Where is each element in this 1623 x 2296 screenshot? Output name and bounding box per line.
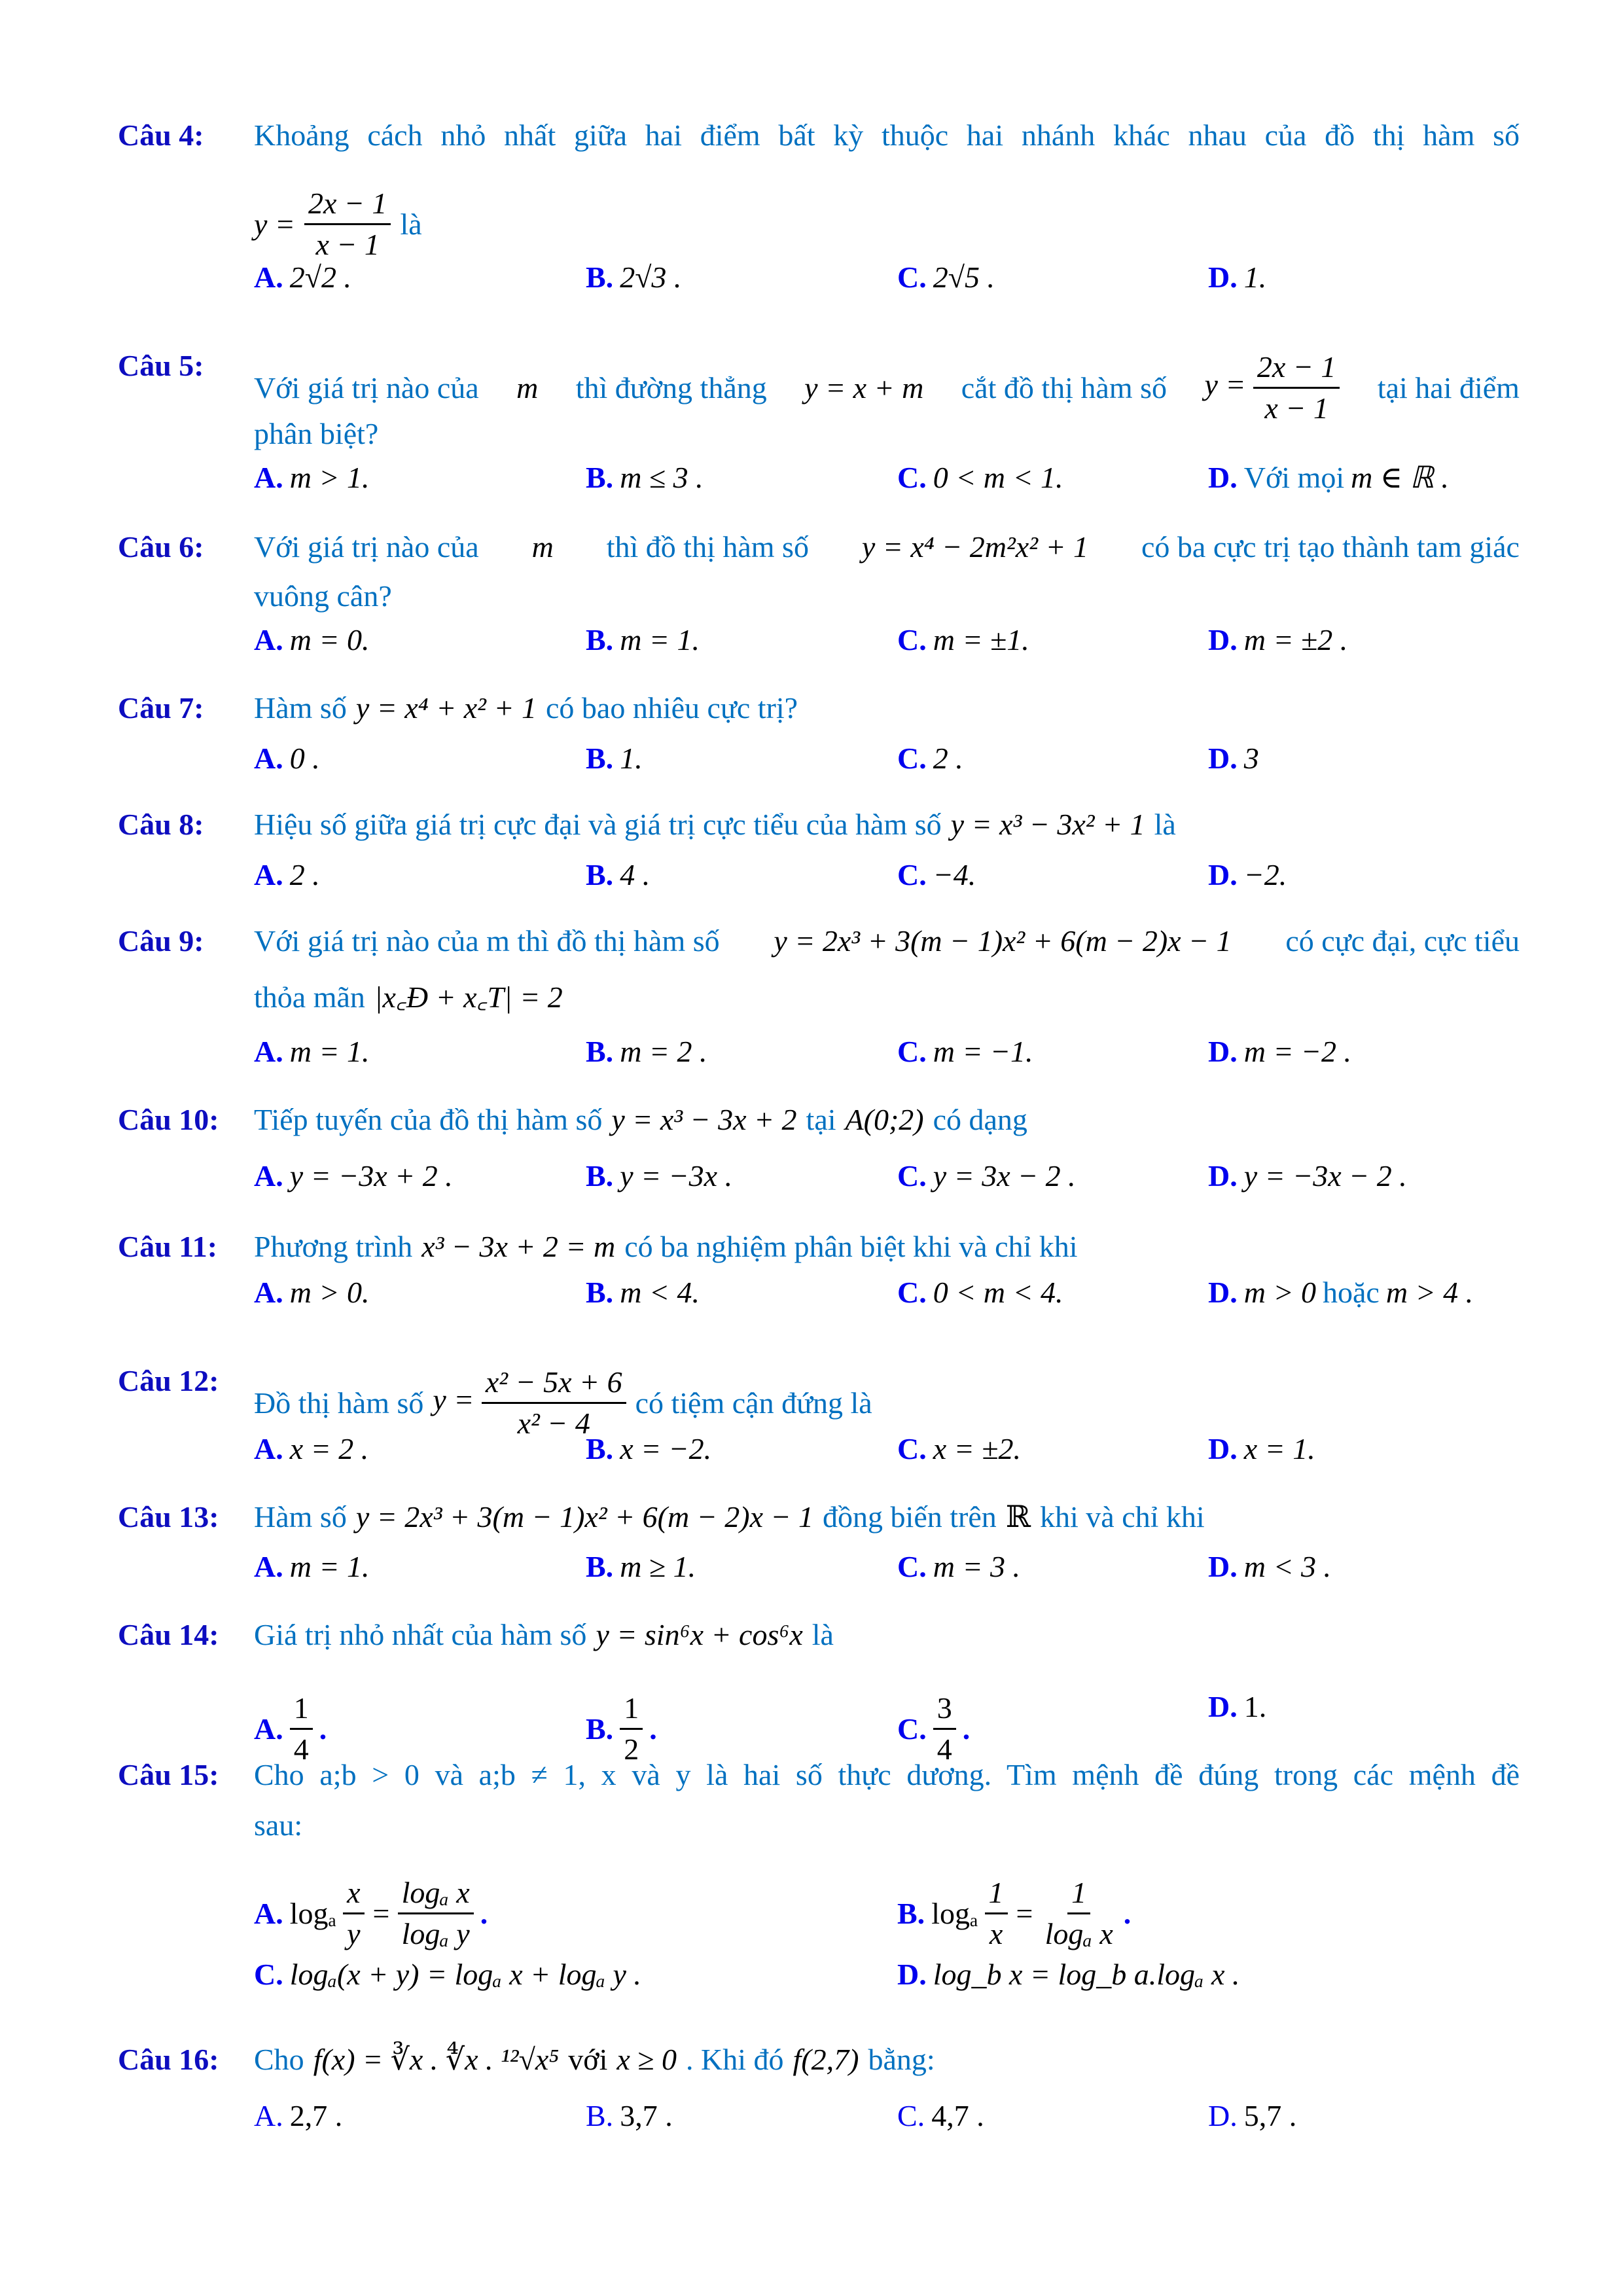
option-d[interactable] bbox=[1208, 259, 1266, 296]
text: y bbox=[347, 1917, 361, 1950]
question-text: Cho a;b > 0 và a;b ≠ 1, x và y là hai số thực dương. Tìm mệnh đề đúng trong các mệnh đề bbox=[254, 1758, 1520, 1791]
option-a[interactable] bbox=[254, 1274, 370, 1311]
option-a[interactable] bbox=[254, 740, 320, 777]
text: B. bbox=[586, 1035, 614, 1068]
text: D. bbox=[1208, 1690, 1238, 1723]
question-label: Câu 14: bbox=[118, 1618, 219, 1651]
text: là bbox=[812, 1618, 834, 1651]
text: A. bbox=[254, 1432, 283, 1465]
text: 0 < m < 4. bbox=[933, 1276, 1063, 1309]
question-label: Câu 10: bbox=[118, 1103, 219, 1136]
text: D. bbox=[1208, 260, 1238, 294]
text: Hiệu số giữa giá trị cực đại và giá trị cực tiểu của hàm số bbox=[254, 808, 942, 841]
text: B. bbox=[586, 1159, 614, 1193]
text: C. bbox=[897, 742, 927, 775]
option-a[interactable] bbox=[254, 857, 320, 893]
question-label: Câu 9: bbox=[118, 924, 204, 958]
text: C. bbox=[897, 623, 927, 656]
text: m ≥ 1. bbox=[620, 1550, 696, 1583]
option-c[interactable] bbox=[897, 1549, 1020, 1585]
question-label: Câu 7: bbox=[118, 691, 204, 725]
text: C. bbox=[897, 1432, 927, 1465]
text: y = x + m bbox=[804, 370, 924, 404]
text: A(0;2) bbox=[845, 1103, 924, 1136]
text: Hàm số bbox=[254, 1500, 347, 1534]
q12-row bbox=[0, 1363, 1623, 1440]
question-text: phân biệt? bbox=[254, 417, 379, 450]
text: A. bbox=[254, 1712, 283, 1746]
question-text bbox=[254, 1229, 1520, 1265]
option-c[interactable] bbox=[897, 1033, 1033, 1070]
text: y = bbox=[1204, 368, 1246, 402]
text: m > 1. bbox=[289, 461, 370, 494]
text: B. bbox=[586, 623, 614, 656]
text: 1. bbox=[620, 742, 643, 775]
q6-row bbox=[0, 529, 1623, 565]
text: C. bbox=[254, 1958, 283, 1991]
text: y = x³ − 3x + 2 bbox=[611, 1103, 797, 1136]
text: đồng biến trên bbox=[823, 1500, 997, 1534]
text: logₐ(x + y) = logₐ x + logₐ y . bbox=[289, 1958, 641, 1991]
text: B. bbox=[586, 2099, 614, 2132]
question-text bbox=[254, 2041, 1520, 2078]
question-label: Câu 6: bbox=[118, 530, 204, 564]
text: m < 4. bbox=[620, 1276, 700, 1309]
text: C. bbox=[897, 1550, 927, 1583]
text: 0 < m < 1. bbox=[933, 461, 1063, 494]
text: D. bbox=[1208, 461, 1238, 494]
question-text bbox=[254, 1102, 1520, 1138]
text: y = sin⁶x + cos⁶x bbox=[596, 1618, 803, 1651]
q4-options bbox=[0, 259, 1623, 296]
text: A. bbox=[254, 1035, 283, 1068]
option-d[interactable] bbox=[1208, 1431, 1315, 1467]
text: C. bbox=[897, 1276, 927, 1309]
q5-options bbox=[0, 459, 1623, 496]
text: f(x) = ∛x . ∜x . ¹²√x⁵ bbox=[313, 2043, 560, 2076]
text: D. bbox=[1208, 1432, 1238, 1465]
q4-formula-row bbox=[0, 184, 1623, 261]
q6-options bbox=[0, 622, 1623, 658]
text: x − 1 bbox=[1264, 391, 1329, 425]
text: logₐ y bbox=[401, 1917, 470, 1950]
text: m = 3 . bbox=[933, 1550, 1020, 1583]
question-text bbox=[254, 806, 1520, 843]
text: bằng: bbox=[868, 2043, 935, 2076]
text: khi và chỉ khi bbox=[1040, 1500, 1205, 1534]
option-c[interactable] bbox=[897, 2098, 984, 2134]
text: A. bbox=[254, 623, 283, 656]
q16-row bbox=[0, 2041, 1623, 2078]
question-text bbox=[254, 529, 1520, 565]
text: Giá trị nhỏ nhất của hàm số bbox=[254, 1618, 587, 1651]
option-b[interactable] bbox=[586, 1033, 707, 1070]
text: x² − 5x + 6 bbox=[482, 1363, 626, 1404]
text: D. bbox=[1208, 858, 1238, 891]
text: Đồ thị hàm số bbox=[254, 1386, 424, 1420]
text: m > 0. bbox=[289, 1276, 370, 1309]
text: x bbox=[989, 1917, 1003, 1950]
question-label: Câu 8: bbox=[118, 808, 204, 841]
text: C. bbox=[897, 858, 927, 891]
text: y = x³ − 3x² + 1 bbox=[950, 808, 1145, 841]
text: log_b x = log_b a.logₐ x . bbox=[933, 1958, 1240, 1991]
text: với bbox=[568, 2043, 608, 2076]
q14-row bbox=[0, 1617, 1623, 1653]
question-label: Câu 15: bbox=[118, 1758, 219, 1791]
text: C. bbox=[897, 1712, 927, 1746]
question-label: Câu 12: bbox=[118, 1364, 219, 1397]
text: m = −2 . bbox=[1243, 1035, 1352, 1068]
option-b[interactable] bbox=[586, 1431, 711, 1467]
text: m = 0. bbox=[289, 623, 370, 656]
text: y = 3x − 2 . bbox=[933, 1159, 1076, 1193]
option-b[interactable]: B. logₐ $\frac{1}{x}$ = $\frac{1}{\text{logₐ x}}$ . bbox=[897, 1873, 1131, 1954]
option-b[interactable] bbox=[586, 2098, 673, 2134]
text: D. bbox=[897, 1958, 927, 1991]
option-b[interactable] bbox=[586, 857, 650, 893]
option-a[interactable] bbox=[254, 1431, 368, 1467]
text: m = 1. bbox=[289, 1035, 370, 1068]
text: B. bbox=[586, 742, 614, 775]
option-c[interactable] bbox=[897, 857, 976, 893]
option-b[interactable] bbox=[586, 740, 643, 777]
q10-options bbox=[0, 1158, 1623, 1194]
text: có cực đại, cực tiểu bbox=[1285, 924, 1520, 958]
text: D. bbox=[1208, 1550, 1238, 1583]
q16-options bbox=[0, 2098, 1623, 2134]
text: x² − 4 bbox=[517, 1407, 590, 1440]
text: Cho bbox=[254, 2043, 304, 2076]
text: 3 bbox=[933, 1689, 956, 1730]
text: m > 0 bbox=[1243, 1276, 1316, 1309]
text: có tiệm cận đứng là bbox=[635, 1386, 872, 1420]
q12-options bbox=[0, 1431, 1623, 1467]
text: D. bbox=[1208, 1276, 1238, 1309]
text: B. bbox=[586, 1276, 614, 1309]
text: m ∈ ℝ . bbox=[1351, 461, 1449, 494]
text: là bbox=[1154, 808, 1176, 841]
text: 1 bbox=[985, 1873, 1008, 1914]
option-a[interactable] bbox=[254, 622, 370, 658]
text: m ≤ 3 . bbox=[620, 461, 704, 494]
text: m bbox=[531, 530, 554, 564]
text: x³ − 3x + 2 = m bbox=[421, 1230, 616, 1263]
text: x ≥ 0 bbox=[616, 2043, 677, 2076]
question-text: vuông cân? bbox=[254, 579, 392, 613]
text: D. bbox=[1208, 2099, 1238, 2132]
text: B. bbox=[586, 1712, 614, 1746]
text: C. bbox=[897, 1159, 927, 1193]
text: y = −3x − 2 . bbox=[1243, 1159, 1407, 1193]
text: 2√5 . bbox=[933, 260, 995, 294]
option-d[interactable] bbox=[1208, 1033, 1351, 1070]
text: m > 4 . bbox=[1385, 1276, 1474, 1309]
question-label: Câu 16: bbox=[118, 2043, 219, 2076]
text: 2x − 1 bbox=[304, 184, 391, 225]
text: y = 2x³ + 3(m − 1)x² + 6(m − 2)x − 1 bbox=[355, 1500, 814, 1534]
text: hoặc bbox=[1323, 1276, 1380, 1309]
q10-row bbox=[0, 1102, 1623, 1138]
q11-row bbox=[0, 1229, 1623, 1265]
text: B. bbox=[586, 1550, 614, 1583]
text: cắt đồ thị hàm số bbox=[961, 370, 1168, 404]
text: y = x⁴ + x² + 1 bbox=[355, 691, 537, 725]
text: thỏa mãn bbox=[254, 980, 365, 1014]
text: 5,7 . bbox=[1243, 2099, 1297, 2132]
text: A. bbox=[254, 742, 283, 775]
text: 1 bbox=[290, 1689, 313, 1730]
option-d[interactable] bbox=[1208, 1689, 1266, 1725]
text: x − 1 bbox=[315, 228, 380, 261]
text: Hàm số bbox=[254, 691, 347, 725]
text: x = −2. bbox=[620, 1432, 712, 1465]
text: A. bbox=[254, 858, 283, 891]
q15-options-cd bbox=[0, 1956, 1623, 1993]
text: logₐ x bbox=[1044, 1917, 1113, 1950]
q9-row bbox=[0, 923, 1623, 960]
text: A. bbox=[254, 461, 283, 494]
text: |x꜀Đ + x꜀T| = 2 bbox=[374, 980, 563, 1014]
text: D. bbox=[1208, 623, 1238, 656]
q13-options bbox=[0, 1549, 1623, 1585]
text: Với mọi bbox=[1243, 461, 1345, 494]
text: B. bbox=[586, 1432, 614, 1465]
q15-row bbox=[0, 1757, 1623, 1793]
text: A. bbox=[254, 1159, 283, 1193]
question-text bbox=[254, 979, 1520, 1016]
text: 2 . bbox=[289, 858, 320, 891]
text: m = −1. bbox=[933, 1035, 1033, 1068]
text: A. bbox=[254, 1276, 283, 1309]
option-c[interactable] bbox=[897, 1158, 1076, 1194]
option-a[interactable] bbox=[254, 459, 370, 496]
text: C. bbox=[897, 1035, 927, 1068]
text: . Khi đó bbox=[686, 2043, 784, 2076]
text: thì đường thẳng bbox=[575, 370, 767, 404]
option-c[interactable]: C. $\frac{3}{4}$ . bbox=[897, 1689, 970, 1769]
text: −4. bbox=[933, 858, 976, 891]
text: y = x⁴ − 2m²x² + 1 bbox=[861, 530, 1089, 564]
q5-row bbox=[0, 348, 1623, 425]
q7-options bbox=[0, 740, 1623, 777]
text: 4 bbox=[936, 1732, 952, 1766]
option-b[interactable] bbox=[586, 259, 681, 296]
option-d[interactable] bbox=[1208, 1274, 1473, 1311]
text: tại hai điểm bbox=[1377, 370, 1520, 404]
option-c[interactable] bbox=[897, 459, 1063, 496]
option-a[interactable] bbox=[254, 259, 351, 296]
text: C. bbox=[897, 461, 927, 494]
question-text: Khoảng cách nhỏ nhất giữa hai điểm bất kỳ thuộc hai nhánh khác nhau của đồ thị hàm số bbox=[254, 118, 1520, 152]
text: C. bbox=[897, 260, 927, 294]
text: m bbox=[516, 370, 539, 404]
question-label: Câu 5: bbox=[118, 349, 204, 382]
q7-row bbox=[0, 690, 1623, 726]
text: m = 2 . bbox=[620, 1035, 707, 1068]
option-b[interactable] bbox=[586, 1158, 732, 1194]
text: A. bbox=[254, 1550, 283, 1583]
text: ℝ bbox=[1005, 1500, 1031, 1534]
text: −2. bbox=[1243, 858, 1287, 891]
text: 1 bbox=[620, 1689, 643, 1730]
text: 2x − 1 bbox=[1253, 348, 1340, 389]
option-c[interactable] bbox=[897, 740, 963, 777]
text: y = −3x + 2 . bbox=[289, 1159, 453, 1193]
text: B. bbox=[897, 1896, 925, 1930]
question-text bbox=[254, 690, 1520, 726]
question-text bbox=[254, 1617, 1520, 1653]
text: D. bbox=[1208, 742, 1238, 775]
text: 4,7 . bbox=[931, 2099, 984, 2132]
text: 2,7 . bbox=[289, 2099, 343, 2132]
text: 1. bbox=[1243, 1690, 1267, 1723]
text: D. bbox=[1208, 1159, 1238, 1193]
text: D. bbox=[1208, 1035, 1238, 1068]
text: C. bbox=[897, 2099, 925, 2132]
question-label: Câu 4: bbox=[118, 118, 204, 152]
text: có bao nhiêu cực trị? bbox=[546, 691, 798, 725]
text: B. bbox=[586, 260, 614, 294]
text: có dạng bbox=[933, 1103, 1027, 1136]
text: B. bbox=[586, 858, 614, 891]
option-c[interactable] bbox=[897, 622, 1029, 658]
q11-options bbox=[0, 1274, 1623, 1311]
fraction bbox=[304, 184, 391, 264]
question-label: Câu 11: bbox=[118, 1230, 218, 1263]
text: A. bbox=[254, 2099, 283, 2132]
option-d[interactable] bbox=[1208, 740, 1259, 777]
text: m = 1. bbox=[289, 1550, 370, 1583]
question-text bbox=[254, 923, 1520, 960]
option-d[interactable] bbox=[897, 1956, 1240, 1993]
text: Với giá trị nào của bbox=[254, 530, 479, 564]
text: 3 bbox=[1243, 742, 1259, 775]
option-d[interactable] bbox=[1208, 2098, 1296, 2134]
q8-row bbox=[0, 806, 1623, 843]
text: x bbox=[343, 1873, 364, 1914]
text: 1 bbox=[1067, 1873, 1090, 1914]
text: thì đồ thị hàm số bbox=[606, 530, 809, 564]
text: 2 bbox=[624, 1732, 639, 1766]
text: Tiếp tuyến của đồ thị hàm số bbox=[254, 1103, 603, 1136]
option-c[interactable] bbox=[254, 1956, 641, 1993]
text: m < 3 . bbox=[1243, 1550, 1331, 1583]
text: Với giá trị nào của bbox=[254, 370, 479, 404]
text: Với giá trị nào của m thì đồ thị hàm số bbox=[254, 924, 720, 958]
text: logₐ x bbox=[398, 1873, 474, 1914]
text: 2√2 . bbox=[289, 260, 351, 294]
text: 2 . bbox=[933, 742, 963, 775]
option-b[interactable] bbox=[586, 622, 700, 658]
option-a[interactable]: A. logₐ $\frac{x}{y}$ = $\frac{\text{logₐ x}}{\text{logₐ y}}$ . bbox=[254, 1873, 488, 1954]
q4-row bbox=[0, 117, 1623, 154]
text: y = 2x³ + 3(m − 1)x² + 6(m − 2)x − 1 bbox=[774, 924, 1232, 958]
text: y = bbox=[433, 1383, 474, 1417]
option-a[interactable] bbox=[254, 1158, 453, 1194]
q8-options bbox=[0, 857, 1623, 893]
option-c[interactable] bbox=[897, 1431, 1021, 1467]
q9-options bbox=[0, 1033, 1623, 1070]
formula: y = bbox=[254, 207, 295, 241]
text: m = ±2 . bbox=[1243, 623, 1348, 656]
text: 3,7 . bbox=[620, 2099, 673, 2132]
option-a[interactable] bbox=[254, 1033, 370, 1070]
text: Phương trình bbox=[254, 1230, 413, 1263]
text: y = −3x . bbox=[620, 1159, 733, 1193]
option-d[interactable] bbox=[1208, 622, 1347, 658]
question-text: là bbox=[400, 207, 422, 241]
option-a[interactable] bbox=[254, 1549, 370, 1585]
text: A. bbox=[254, 260, 283, 294]
text: có ba nghiệm phân biệt khi và chỉ khi bbox=[624, 1230, 1078, 1263]
option-d[interactable] bbox=[1208, 1158, 1407, 1194]
text: x = 1. bbox=[1243, 1432, 1315, 1465]
text: logₐ bbox=[289, 1896, 337, 1930]
text: 0 . bbox=[289, 742, 320, 775]
option-c[interactable] bbox=[897, 1274, 1063, 1311]
option-d[interactable] bbox=[1208, 1549, 1331, 1585]
q15-options-ab bbox=[0, 1873, 1623, 1950]
q13-row bbox=[0, 1499, 1623, 1535]
text: có ba cực trị tạo thành tam giác bbox=[1141, 530, 1520, 564]
text: logₐ bbox=[931, 1896, 978, 1930]
option-a[interactable]: A. $\frac{1}{4}$ . bbox=[254, 1689, 327, 1769]
option-a[interactable] bbox=[254, 2098, 342, 2134]
option-d[interactable] bbox=[1208, 857, 1287, 893]
text: x = 2 . bbox=[289, 1432, 369, 1465]
q14-options bbox=[0, 1689, 1623, 1766]
option-c[interactable] bbox=[897, 259, 995, 296]
option-d[interactable] bbox=[1208, 459, 1449, 496]
text: 1. bbox=[1243, 260, 1267, 294]
text: f(2,7) bbox=[793, 2043, 859, 2076]
option-b[interactable] bbox=[586, 459, 704, 496]
option-b[interactable] bbox=[586, 1274, 700, 1311]
option-b[interactable]: B. $\frac{1}{2}$ . bbox=[586, 1689, 657, 1769]
text: 2√3 . bbox=[620, 260, 682, 294]
question-label: Câu 13: bbox=[118, 1500, 219, 1534]
text: A. bbox=[254, 1896, 283, 1930]
text: m = ±1. bbox=[933, 623, 1029, 656]
text: 4 . bbox=[620, 858, 651, 891]
option-b[interactable] bbox=[586, 1549, 696, 1585]
text: B. bbox=[586, 461, 614, 494]
text: tại bbox=[806, 1103, 836, 1136]
question-text bbox=[254, 1499, 1520, 1535]
text: 4 bbox=[293, 1732, 309, 1766]
text: x = ±2. bbox=[933, 1432, 1021, 1465]
text: m = 1. bbox=[620, 623, 700, 656]
question-text: sau: bbox=[254, 1808, 303, 1842]
